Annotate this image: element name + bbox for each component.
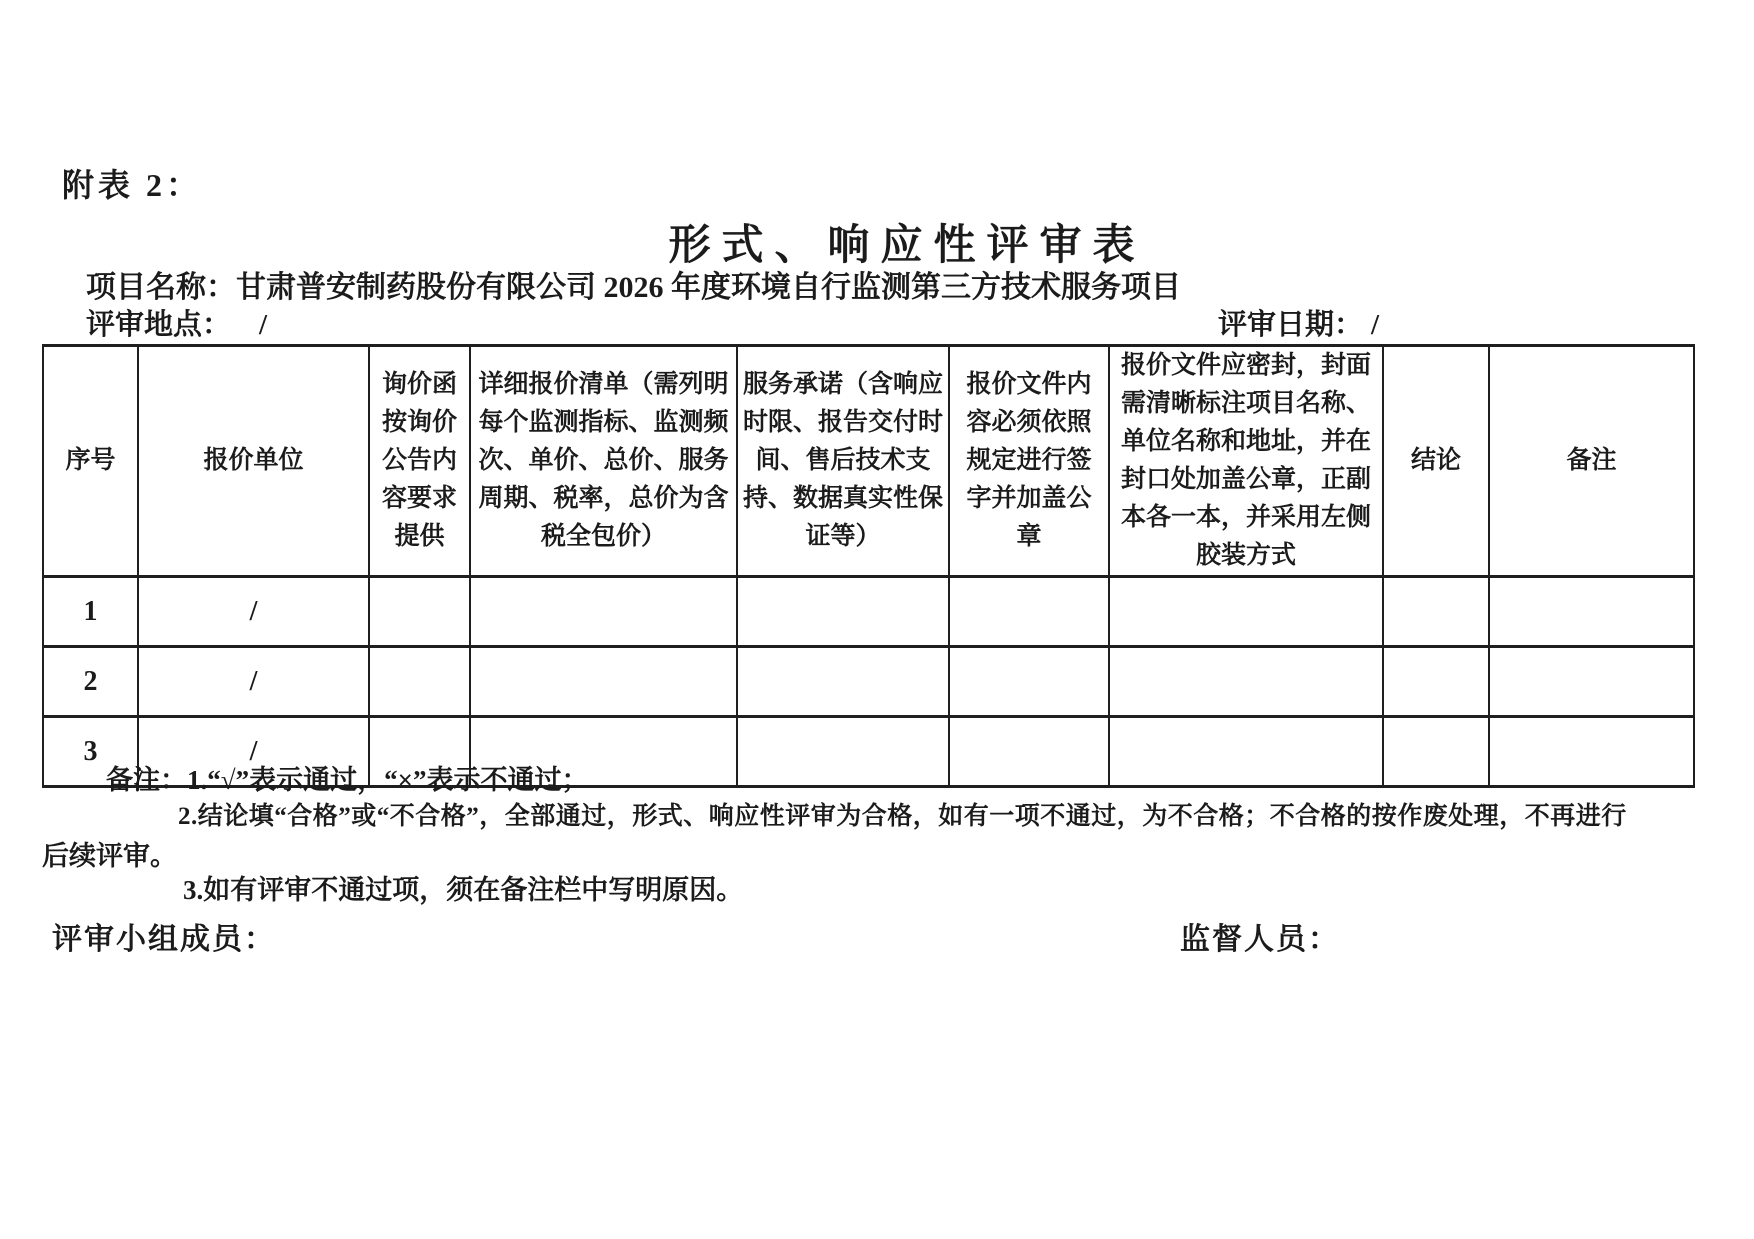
cell-conclusion: [1383, 647, 1489, 717]
cell-inquiry-letter: [369, 577, 470, 647]
col-header-seq: 序号: [43, 346, 138, 577]
col-header-inquiry-letter: 询价函按询价公告内容要求提供: [369, 346, 470, 577]
cell-seq: 2: [43, 647, 138, 717]
project-name-label: 项目名称：: [86, 271, 236, 304]
cell-supplier: /: [138, 647, 369, 717]
cell-service-commitment: [737, 647, 949, 717]
review-meta-line: [0, 302, 1754, 342]
note-line-3: 3.如有评审不通过项，须在备注栏中写明原因。: [183, 875, 744, 905]
cell-remark: [1489, 717, 1694, 787]
col-header-conclusion: 结论: [1383, 346, 1489, 577]
cell-signature-seal: [949, 717, 1109, 787]
cell-supplier: /: [138, 577, 369, 647]
cell-quotation-list: [470, 647, 737, 717]
col-header-signature-seal: 报价文件内容必须依照规定进行签字并加盖公章: [949, 346, 1109, 577]
table-header-row: [43, 346, 1694, 577]
signature-line: [0, 914, 1754, 958]
note-line-2: 2.结论填“合格”或“不合格”，全部通过，形式、响应性评审为合格，如有一项不通过，为不合格；不合格的按作废处理，不再进行: [178, 803, 1627, 830]
page-title: 形式、响应性评审表: [668, 223, 1146, 269]
table-row: [43, 577, 1694, 647]
table-row: [43, 647, 1694, 717]
cell-service-commitment: [737, 717, 949, 787]
note-line-2-continued: 后续评审。: [42, 841, 177, 871]
attachment-label: 附表 2：: [62, 167, 203, 203]
cell-inquiry-letter: [369, 647, 470, 717]
cell-conclusion: [1383, 717, 1489, 787]
note-line-1: 备注：1.“√”表示通过，“×”表示不通过；: [106, 765, 589, 795]
cell-remark: [1489, 647, 1694, 717]
review-date-label: 评审日期：: [1218, 309, 1364, 341]
cell-supplier: /: [138, 717, 369, 787]
cell-signature-seal: [949, 647, 1109, 717]
review-date-value: /: [1371, 309, 1380, 341]
cell-sealing-requirement: [1109, 647, 1383, 717]
cell-seq: 3: [43, 717, 138, 787]
col-header-remark: 备注: [1489, 346, 1694, 577]
cell-quotation-list: [470, 577, 737, 647]
cell-sealing-requirement: [1109, 577, 1383, 647]
review-table: [42, 344, 1695, 788]
col-header-service-commitment: 服务承诺（含响应时限、报告交付时间、售后技术支持、数据真实性保证等）: [737, 346, 949, 577]
cell-seq: 1: [43, 577, 138, 647]
col-header-supplier: 报价单位: [138, 346, 369, 577]
project-name-line: [86, 262, 1181, 306]
review-location-label: 评审地点：: [86, 309, 232, 341]
project-name-value: 甘肃普安制药股份有限公司 2026 年度环境自行监测第三方技术服务项目: [236, 271, 1181, 304]
review-date: [1218, 302, 1379, 343]
review-team-label: 评审小组成员：: [52, 923, 276, 956]
col-header-sealing-requirement: 报价文件应密封，封面需清晰标注项目名称、单位名称和地址，并在封口处加盖公章，正副本各一本，并采用左侧胶装方式: [1109, 346, 1383, 577]
cell-conclusion: [1383, 577, 1489, 647]
cell-signature-seal: [949, 577, 1109, 647]
review-location: [86, 302, 267, 343]
cell-sealing-requirement: [1109, 717, 1383, 787]
supervisor-label: 监督人员：: [1180, 923, 1340, 956]
col-header-quotation-list: 详细报价清单（需列明每个监测指标、监测频次、单价、总价、服务周期、税率，总价为含税全包价）: [470, 346, 737, 577]
cell-service-commitment: [737, 577, 949, 647]
review-location-value: /: [259, 309, 268, 341]
cell-remark: [1489, 577, 1694, 647]
